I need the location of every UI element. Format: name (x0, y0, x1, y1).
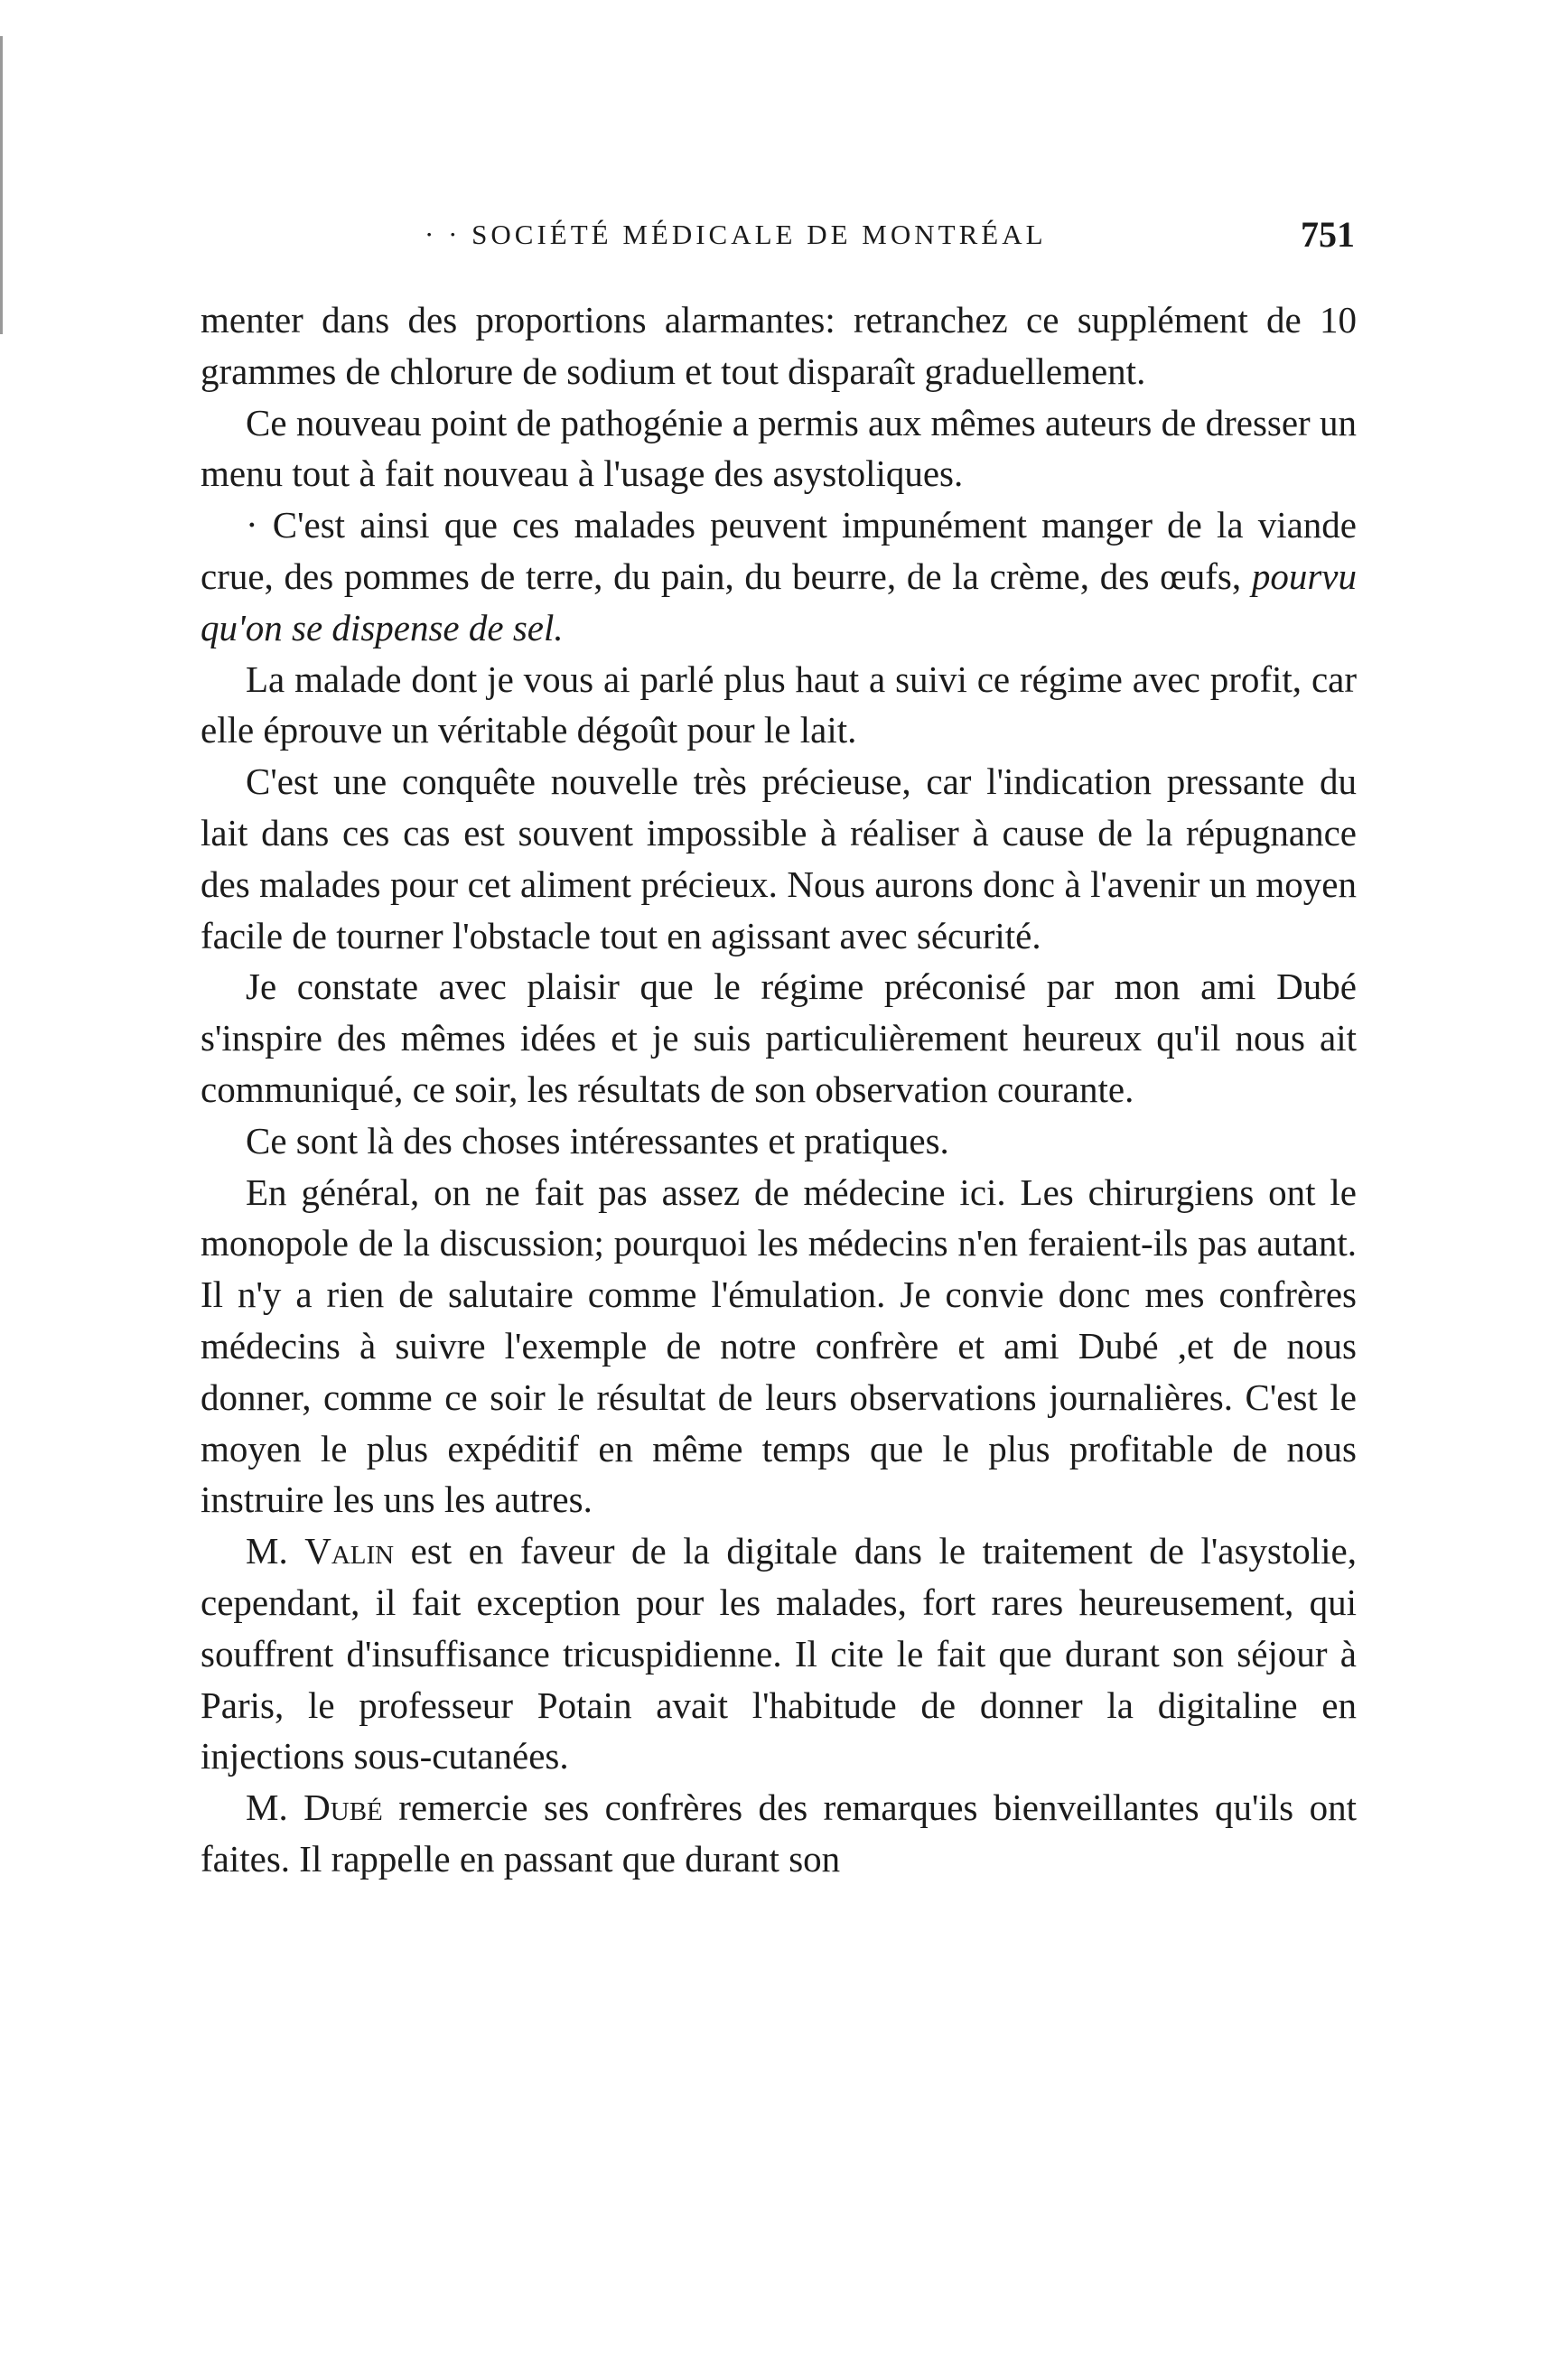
text-body (201, 294, 1357, 1885)
paragraph-text: est en faveur de la digitale dans le traitement de l'asystolie, cependant, il fait exception pour les malades, fort rares heureusement, qui souffrent d'insuffisance tricuspidienne. Il cite le fait que durant son séjour à Paris, le professeur Potain avait l'habitude de donner la digitaline en injections sous-cutanées. (201, 1530, 1357, 1777)
paragraph-text: Ce sont là des choses intéressantes et pratiques. (246, 1119, 949, 1162)
paragraph-lead-mark: · (246, 504, 273, 546)
paragraph (201, 1115, 1357, 1167)
speaker-prefix: M. (246, 1787, 304, 1829)
paragraph-text: C'est ainsi que ces malades peuvent impunément manger de la viande crue, des pommes de terre, du pain, du beurre, de la crème, des œufs, (201, 504, 1357, 597)
paragraph-text: menter dans des proportions alarmantes: retranchez ce supplément de 10 grammes de chlorure de sodium et tout disparaît graduellement. (201, 299, 1357, 392)
paragraph (201, 1167, 1357, 1526)
paragraph (201, 397, 1357, 500)
paragraph (201, 499, 1357, 653)
speaker-name: Dubé (303, 1787, 383, 1829)
scan-edge-mark (0, 36, 3, 334)
paragraph (201, 294, 1357, 397)
paragraph (201, 1525, 1357, 1782)
page-header (425, 213, 1355, 267)
paragraph-text: remercie ses confrères des remarques bienveillantes qu'ils ont faites. Il rappelle en passant que durant son (201, 1787, 1357, 1880)
page-number: 751 (1301, 214, 1355, 255)
speaker-name: Valin (304, 1530, 395, 1572)
speaker-prefix: M. (246, 1530, 305, 1572)
paragraph (201, 1782, 1357, 1885)
paragraph-text: Je constate avec plaisir que le régime préconisé par mon ami Dubé s'inspire des mêmes idées et je suis particulièrement heureux qu'il nous ait communiqué, ce soir, les résultats de son observation courante. (201, 966, 1357, 1110)
paragraph-text: La malade dont je vous ai parlé plus haut a suivi ce régime avec profit, car elle éprouve un véritable dégoût pour le lait. (201, 658, 1357, 751)
paragraph-text: En général, on ne fait pas assez de médecine ici. Les chirurgiens ont le monopole de la discussion; pourquoi les médecins n'en feraient-ils pas autant. Il n'y a rien de salutaire comme l'émulation. Je convie donc mes confrères médecins à suivre l'exemple de notre confrère et ami Dubé ,et de nous donner, comme ce soir le résultat de leurs observations journalières. C'est le moyen le plus expéditif en même temps que le plus profitable de nous instruire les uns les autres. (201, 1171, 1357, 1521)
running-title: · · SOCIÉTÉ MÉDICALE DE MONTRÉAL (425, 219, 1047, 250)
paragraph (201, 961, 1357, 1115)
paragraph-text: Ce nouveau point de pathogénie a permis aux mêmes auteurs de dresser un menu tout à fait nouveau à l'usage des asystoliques. (201, 401, 1357, 495)
italic-phrase: pourvu qu'on se dispense de sel. (201, 555, 1357, 648)
paragraph (201, 654, 1357, 757)
paragraph-text: C'est une conquête nouvelle très précieuse, car l'indication pressante du lait dans ces cas est souvent impossible à réaliser à cause de la répugnance des malades pour cet aliment précieux. Nous aurons donc à l'avenir un moyen facile de tourner l'obstacle tout en agissant avec sécurité. (201, 760, 1357, 956)
paragraph (201, 756, 1357, 961)
